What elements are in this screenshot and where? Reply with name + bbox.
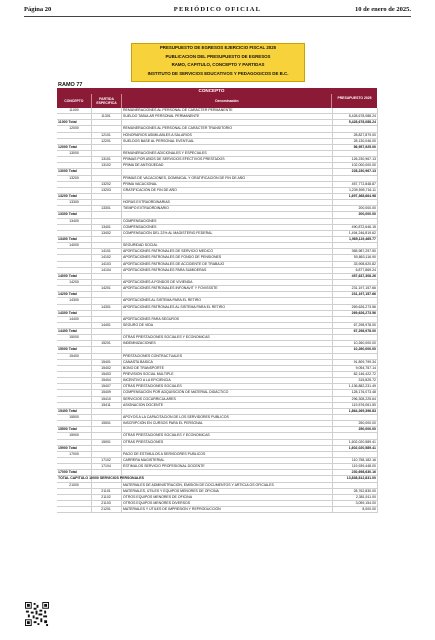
concepto-cell: 13000 [69, 150, 79, 155]
amount-cell: 50,863,116.90 [353, 255, 376, 260]
denominacion-cell: COMPENSACIÓN DEL 22% AL MAGISTERIO FEDERAL [123, 230, 213, 235]
amount-cell: 200,000.00 [358, 212, 376, 217]
amount-cell: 67,298,978.00 [353, 322, 376, 327]
partida-cell: 13402 [101, 230, 111, 235]
amount-cell: 5,428,678,088.24 [348, 120, 376, 125]
denominacion-cell: TOTAL CAPITULO 10000 SERVICIOS PERSONALES [58, 476, 144, 481]
denominacion-cell: APORTACIONES AL SISTEMA PARA EL RETIRO [123, 298, 201, 303]
denominacion-cell: OTRAS PRESTACIONES SOCIALES Y ECONOMICAS [123, 433, 210, 438]
partida-cell: 15401 [101, 359, 111, 364]
table-body [57, 108, 377, 513]
partida-cell: 21102 [101, 494, 111, 499]
denominacion-cell: APORTACIONES PATRONALES DE FONDO DE PENSIONES [123, 255, 222, 260]
concepto-cell: 21000 [69, 482, 79, 487]
partida-cell: 12101 [101, 132, 111, 137]
amount-cell: 200,000.00 [358, 206, 376, 211]
denominacion-cell: COMPENSACIONES [123, 218, 157, 223]
amount-cell: 1,697,368,664.98 [348, 193, 376, 198]
concepto-cell: 11000 [69, 108, 79, 112]
amount-cell: 250,000.00 [358, 421, 376, 426]
table-header-row [57, 94, 377, 108]
concepto-cell: 13400 [69, 218, 79, 223]
amount-cell: 28,762,830.00 [353, 488, 376, 493]
amount-cell: 269,626,273.56 [351, 304, 376, 309]
amount-cell: 1,985,119,465.77 [348, 236, 376, 241]
denominacion-cell: APORTACIONES PATRONALES INFONAVIT Y FOVISSSTE [123, 286, 218, 291]
denominacion-cell: INDEMNIZACIONES [123, 341, 156, 346]
partida-cell: 13202 [101, 181, 111, 186]
amount-cell: 119,576,061.50 [351, 402, 376, 407]
amount-cell: 1,602,020,589.41 [348, 445, 376, 450]
header-partida: PARTIDA ESPECIFICA [92, 94, 123, 108]
partida-cell: 21103 [101, 501, 111, 505]
denominacion-cell: APORTACIONES A FONDOS DE VIVIENDA [123, 279, 193, 284]
concepto-cell: 13200 Total [58, 193, 77, 198]
ramo-label: RAMO 77 [58, 82, 83, 88]
denominacion-cell: INCENTIVO A LA EFICIENCIA [123, 378, 171, 383]
concepto-cell: 14400 Total [58, 329, 77, 334]
amount-cell: 1,136,882,231.49 [348, 384, 376, 389]
amount-cell: 10,260,000.00 [353, 341, 376, 346]
header-denominacion: Denominación [122, 94, 332, 108]
denominacion-cell: BONO DE TRANSPORTE [123, 365, 164, 370]
concepto-cell: 14000 [69, 243, 79, 248]
denominacion-cell: APORTACIONES PATRONALES PARA SUMIDERAS [123, 267, 207, 272]
amount-cell: 102,000,000.00 [351, 163, 376, 168]
concepto-cell: 13300 Total [58, 212, 77, 217]
denominacion-cell: APORTACIONES PATRONALES DE ACCIDENTE DE TRABAJO [123, 261, 225, 266]
partida-cell: 21101 [101, 488, 111, 493]
concepto-cell: 14000 Total [58, 273, 77, 278]
partida-cell: 13301 [101, 206, 111, 211]
denominacion-cell: APORTACIONES PATRONALES DE SERVICIO MEDICO [123, 249, 213, 254]
partida-cell: 15901 [101, 439, 111, 444]
concepto-cell: 12000 Total [58, 144, 77, 149]
denominacion-cell: HORAS EXTRAORDINARIAS [123, 200, 170, 205]
denominacion-cell: REMUNERACIONES ADICIONALES Y ESPECIALES [123, 150, 207, 155]
amount-cell: 3,059,154.00 [355, 501, 376, 505]
concepto-cell: 15000 Total [58, 347, 77, 352]
header-presupuesto: PRESUPUESTO 2025 [332, 88, 377, 108]
partida-cell: 17104 [101, 464, 111, 469]
amount-cell: 1,494,246,819.62 [348, 230, 376, 235]
denominacion-cell: PREVISION SOCIAL MULTIPLE [123, 372, 174, 377]
amount-cell: 119,939,448.00 [351, 464, 376, 469]
denominacion-cell: INSCRIPCIÓN EN CURSOS PARA EL PERSONAL [123, 421, 203, 426]
partida-cell: 14201 [101, 286, 111, 291]
amount-cell: 490,872,646.15 [351, 224, 376, 229]
amount-cell: 28,130,046.00 [353, 138, 376, 143]
amount-cell: 33,908,620.82 [353, 261, 376, 266]
amount-cell: 1,602,020,589.41 [348, 439, 376, 444]
amount-cell: 228,230,967.13 [351, 169, 376, 174]
denominacion-cell: MATERIALES, ÚTILES Y EQUIPOS MENORES DE OFICINA [123, 488, 219, 493]
partida-cell: 15407 [101, 384, 111, 389]
amount-cell: 365,987,297.50 [351, 249, 376, 254]
concepto-cell: 15500 [69, 415, 79, 420]
amount-cell: 1,864,269,396.83 [348, 408, 376, 413]
partida-cell: 11301 [101, 114, 111, 119]
partida-cell: 15411 [101, 402, 111, 407]
denominacion-cell: PRESTACIONES CONTRACTUALES [123, 353, 183, 358]
amount-cell: 91,809,799.34 [353, 359, 376, 364]
amount-cell: 2,381,511.00 [355, 494, 376, 499]
denominacion-cell: CANASTA BASICA [123, 359, 153, 364]
concepto-cell: 12000 [69, 126, 79, 131]
amount-cell: 5,428,678,088.24 [348, 114, 376, 119]
amount-cell: 269,626,273.56 [351, 310, 376, 315]
header-rule [24, 16, 411, 17]
denominacion-cell: APORTACIONES PARA SEGUROS [123, 316, 180, 321]
amount-cell: 82,146,422.72 [353, 372, 376, 377]
page-number: Página 20 [24, 6, 52, 13]
concepto-cell: 14400 [69, 316, 79, 321]
concepto-cell: 15000 [69, 335, 79, 340]
concepto-cell: 17000 [69, 451, 79, 456]
partida-cell: 14401 [101, 322, 111, 327]
document-title-box [131, 43, 305, 82]
amount-cell: 8,000.00 [362, 507, 376, 512]
concepto-cell: 15500 Total [58, 427, 77, 432]
partida-cell: 13203 [101, 187, 111, 192]
amount-cell: 13,838,812,831.00 [346, 476, 376, 481]
amount-cell: 67,298,978.00 [353, 329, 376, 334]
partida-cell: 17102 [101, 458, 111, 463]
denominacion-cell: SEGURIDAD SOCIAL [123, 243, 158, 248]
concepto-cell: 13200 [69, 175, 79, 180]
amount-cell: 231,197,157.66 [351, 286, 376, 291]
denominacion-cell: OTRAS PRESTACIONES SOCIALES [123, 384, 182, 389]
title-line: PUBLICACION DEL PRESUPUESTO DE EGRESOS [165, 53, 271, 59]
amount-cell: 457,772,848.87 [351, 181, 376, 186]
denominacion-cell: SEGURO DE VIDA [123, 322, 154, 327]
publication-date: 10 de enero de 2025. [354, 6, 411, 13]
amount-cell: 231,197,157.66 [351, 292, 376, 297]
denominacion-cell: SERVICIOS COCURRICULARES [123, 396, 176, 401]
denominacion-cell: APOYOS A LA CAPACITACION DE LOS SERVIDORES PUBLICOS [123, 415, 229, 420]
concepto-cell: 14300 [69, 298, 79, 303]
denominacion-cell: PAGO DE ESTIMULOS A SERVIDORES PUBLICOS [123, 451, 206, 456]
amount-cell: 6,877,869.24 [355, 267, 376, 272]
header-corner [57, 88, 91, 94]
amount-cell: 128,176,073.48 [351, 390, 376, 395]
denominacion-cell: PRIMA VACACIONAL [123, 181, 158, 186]
concepto-cell: 15400 Total [58, 408, 77, 413]
partida-cell: 15404 [101, 378, 111, 383]
denominacion-cell: GRATIFICACIÓN DE FIN DE AÑO [123, 187, 177, 192]
concepto-cell: 13000 Total [58, 169, 77, 174]
title-line: PRESUPUESTO DE EGRESOS EJERCICIO FISCAL 2025 [159, 45, 277, 50]
denominacion-cell: COMPENSACIÓN POR ADQUISICIÓN DE MATERIAL DIDÁCTICO [123, 390, 229, 395]
amount-cell: 56,957,925.00 [353, 144, 376, 149]
denominacion-cell: MATERIALES DE ADMINISTRACIÓN, EMISIÓN DE DOCUMENTOS Y ARTÍCULOS OFICIALES [123, 482, 274, 487]
partida-cell: 15410 [101, 396, 111, 401]
partida-cell: 13102 [101, 163, 111, 168]
amount-cell: 1,239,595,716.11 [349, 187, 376, 192]
amount-cell: 230,698,630.16 [351, 470, 376, 475]
partida-cell: 15403 [101, 372, 111, 377]
denominacion-cell: SUELDO TABULAR PERSONAL PERMANENTE [123, 114, 200, 119]
partida-cell: 15201 [101, 341, 111, 346]
partida-cell: 21201 [101, 507, 111, 512]
partida-cell: 13401 [101, 224, 111, 229]
concepto-cell: 17000 Total [58, 470, 77, 475]
header-concepto-group: CONCEPTO [91, 88, 332, 94]
partida-cell: 15501 [101, 421, 111, 426]
qr-code-icon [25, 602, 49, 626]
amount-cell: 9,054,757.14 [355, 365, 376, 370]
denominacion-cell: ASIGNACION DOCENTE [123, 402, 164, 407]
amount-cell: 250,000.00 [358, 427, 376, 432]
amount-cell: 10,260,000.00 [353, 347, 376, 352]
denominacion-cell: OTROS EQUIPOS MENORES DE OFICINA [123, 494, 193, 499]
denominacion-cell: REMUNERACIONES AL PERSONAL DE CARÁCTER TRANSITORIO [123, 126, 233, 131]
title-line: RAMO, CAPITULO, CONCEPTO Y PARTIDAS [171, 62, 265, 68]
denominacion-cell: PRIMAS POR AÑOS DE SERVICIOS EFECTIVOS PRESTADOS [123, 157, 225, 162]
denominacion-cell: TIEMPO EXTRAORDINARIO [123, 206, 169, 211]
partida-cell: 12201 [101, 138, 111, 143]
denominacion-cell: PRIMA DE ANTIGÜEDAD [123, 163, 164, 168]
concepto-cell: 13400 Total [58, 236, 77, 241]
amount-cell: 315,825.72 [358, 378, 376, 383]
concepto-cell: 15900 Total [58, 445, 77, 450]
amount-cell: 296,308,225.64 [351, 396, 376, 401]
table-row [57, 507, 377, 513]
title-line: INSTITUTO DE SERVICIOS EDUCATIVOS Y PEDAGOGICOS DE B.C. [147, 70, 289, 76]
concepto-cell: 15900 [69, 433, 79, 438]
partida-cell: 14102 [101, 255, 111, 260]
denominacion-cell: COMPENSACIONES [123, 224, 157, 229]
concepto-cell: 14200 [69, 279, 79, 284]
partida-cell: 13101 [101, 157, 111, 162]
amount-cell: 126,230,967.13 [351, 157, 376, 162]
denominacion-cell: PRIMAS DE VACACIONES, DOMINICAL Y GRATIFICACIÓN DE FIN DE AÑO [123, 175, 246, 180]
concepto-cell: 14200 Total [58, 292, 77, 297]
amount-cell: 457,637,308.26 [351, 273, 376, 278]
denominacion-cell: OTROS EQUIPOS MENORES DIVERSOS [123, 501, 191, 505]
partida-cell: 14104 [101, 267, 111, 272]
denominacion-cell: OTRAS PRESTACIONES SOCIALES Y ECONOMICAS [123, 335, 210, 340]
partida-cell: 15409 [101, 390, 111, 395]
concepto-cell: 15400 [69, 353, 79, 358]
denominacion-cell: REMUNERACIONES AL PERSONAL DE CARÁCTER PERMANENTE [123, 108, 233, 112]
newspaper-title: PERIÓDICO OFICIAL [173, 6, 262, 13]
denominacion-cell: APORTACIONES PATRONALES AL SISTEMA PARA EL RETIRO [123, 304, 225, 309]
concepto-cell: 11000 Total [58, 120, 77, 125]
partida-cell: 14301 [101, 304, 111, 309]
concepto-cell: 13300 [69, 200, 79, 205]
amount-cell: 28,827,879.00 [353, 132, 376, 137]
denominacion-cell: HONORARIOS ASIMILABLES A SALARIOS [123, 132, 192, 137]
header-concepto: CONCEPTO [57, 94, 92, 108]
partida-cell: 14103 [101, 261, 111, 266]
concepto-cell: 14300 Total [58, 310, 77, 315]
denominacion-cell: SUELDOS BASE AL PERSONAL EVENTUAL [123, 138, 195, 143]
partida-cell: 15402 [101, 365, 111, 370]
denominacion-cell: MATERIALES Y ÚTILES DE IMPRESIÓN Y REPRODUCCIÓN [123, 507, 221, 512]
denominacion-cell: CARRERA MAGISTERIAL [123, 458, 165, 463]
page-header [24, 6, 411, 16]
denominacion-cell: OTRAS PRESTACIONES [123, 439, 164, 444]
partida-cell: 14101 [101, 249, 111, 254]
denominacion-cell: ESTIMULOS SERVICIO PROFESIONAL DOCENTE [123, 464, 205, 469]
amount-cell: 110,758,182.16 [351, 458, 376, 463]
budget-table [57, 88, 377, 513]
